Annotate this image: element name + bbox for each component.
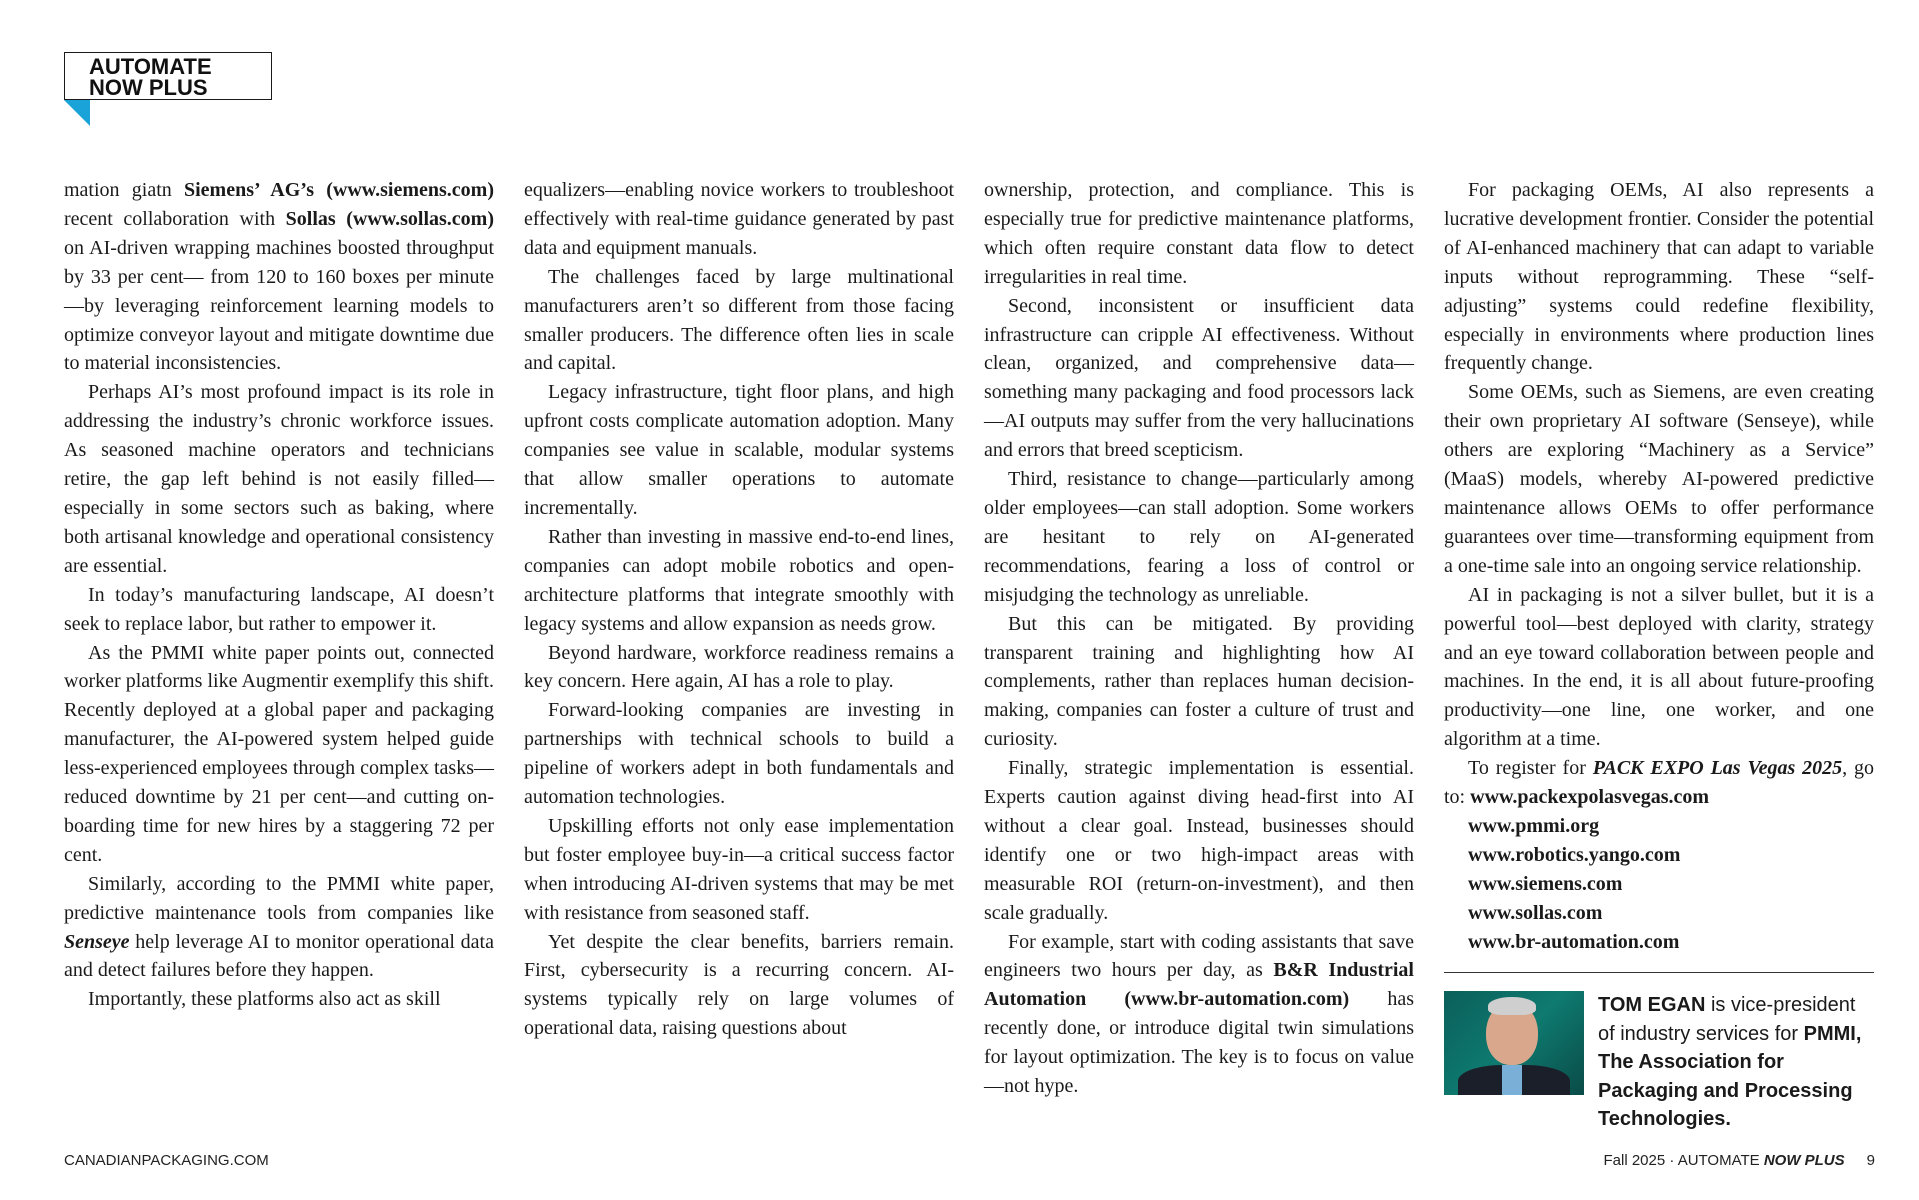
text: recent collaboration with <box>64 207 286 230</box>
paragraph: Third, resistance to change—particularly among older employees—can stall adoption. Some workers are hesitant to rely on AI-generated recommendations, fearing a loss of control or misjudging the technology as unreliable. <box>984 468 1414 606</box>
issue-brand: NOW PLUS <box>1763 1152 1845 1169</box>
text: To register for <box>1468 757 1593 780</box>
url-link[interactable]: www.pmmi.org <box>1468 814 1600 837</box>
url-link[interactable]: www.robotics.yango.com <box>1468 843 1681 866</box>
company-name: Senseye <box>64 930 130 953</box>
url-link[interactable]: www.sollas.com <box>1468 901 1603 924</box>
author-name: TOM EGAN <box>1598 994 1706 1017</box>
brand-logo-box <box>64 52 272 100</box>
text: on AI-driven wrapping machines boosted throughput by 33 per cent— from 120 to 160 boxes per minute—by leveraging reinforcement learning models to optimize conveyor layout and mitigate downtime due to material inconsistencies. <box>64 236 494 375</box>
paragraph: But this can be mitigated. By providing transparent training and highlighting how AI complements, rather than replaces human decision-making, companies can foster a culture of trust and curiosity. <box>984 612 1414 751</box>
author-bio-text <box>1598 991 1874 1134</box>
column-1 <box>64 176 494 1132</box>
url-link[interactable]: www.siemens.com <box>1468 872 1623 895</box>
paragraph: ownership, protection, and compliance. This is especially true for predictive maintenance platforms, which often require constant data flow to detect irregularities in real time. <box>984 179 1414 288</box>
url-link[interactable]: www.br-automation.com <box>1468 930 1680 953</box>
paragraph: Importantly, these platforms also act as skill <box>88 988 441 1011</box>
column-4 <box>1444 176 1874 1132</box>
paragraph: Second, inconsistent or insufficient data infrastructure can cripple AI effectiveness. Without clean, organized, and comprehensive data—something many packaging and food processors lack—AI outputs may suffer from the very hallucinations and errors that breed scepticism. <box>984 294 1414 462</box>
paragraph: Perhaps AI’s most profound impact is its role in addressing the industry’s chronic workforce issues. As seasoned machine operators and technicians retire, the gap left behind is not easily filled—especially in some sectors such as baking, where both artisanal knowledge and operational consistency are essential. <box>64 381 494 577</box>
issue-label: Fall 2025 · AUTOMATE <box>1603 1152 1764 1169</box>
article-columns <box>64 176 1874 1132</box>
paragraph: Rather than investing in massive end-to-end lines, companies can adopt mobile robotics and open-architecture platforms that integrate smoothly with legacy systems and allow expansion as needs grow. <box>524 525 954 635</box>
paragraph: equalizers—enabling novice workers to troubleshoot effectively with real-time guidance generated by past data and equipment manuals. <box>524 179 954 259</box>
company-name: Sollas (www.sollas.com) <box>285 207 494 230</box>
page-number: 9 <box>1866 1152 1875 1169</box>
paragraph: Legacy infrastructure, tight floor plans, and high upfront costs complicate automation adoption. Many companies see value in scalable, modular systems that allow smaller operations to automate incrementally. <box>524 381 954 519</box>
author-photo <box>1444 991 1584 1095</box>
paragraph <box>984 928 1414 1101</box>
text: , go to: <box>1444 757 1874 809</box>
event-name: PACK EXPO Las Vegas 2025 <box>1592 757 1843 780</box>
paragraph: Finally, strategic implementation is essential. Experts caution against diving head-first into AI without a clear goal. Instead, businesses should identify one or two high-impact areas with measurable ROI (return-on-investment), and then scale gradually. <box>984 757 1414 924</box>
company-name: Siemens’ AG’s (www.siemens.com) <box>184 179 494 201</box>
register-paragraph <box>1444 754 1874 812</box>
text: For example, start with coding assistants that save engineers two hours per day, as <box>984 930 1414 982</box>
footer-issue <box>1603 1152 1875 1169</box>
author-bio <box>1444 991 1874 1134</box>
brand-corner-accent <box>64 100 90 126</box>
paragraph: The challenges faced by large multinational manufacturers aren’t so different from those facing smaller producers. The difference often lies in scale and capital. <box>524 265 954 375</box>
text: mation giatn <box>64 179 184 201</box>
author-organization: PMMI, The Association for Packaging and Processing Technologies. <box>1598 1022 1862 1131</box>
paragraph: Yet despite the clear benefits, barriers remain. First, cybersecurity is a recurring concern. AI-systems typically rely on large volumes of operational data, raising questions about <box>524 930 954 1040</box>
paragraph <box>64 870 494 986</box>
url-link[interactable]: www.packexpolasvegas.com <box>1470 786 1710 809</box>
company-name: B&R Industrial Automation (www.br-automation.com) <box>984 959 1414 1011</box>
paragraph: Some OEMs, such as Siemens, are even creating their own proprietary AI software (Senseye), while others are exploring “Machinery as a Service” (MaaS) models, whereby AI-powered predictive maintenance allows OEMs to offer performance guarantees over time—transforming equipment from a one-time sale into an ongoing service relationship. <box>1444 381 1874 577</box>
paragraph: In today’s manufacturing landscape, AI doesn’t seek to replace labor, but rather to empower it. <box>64 583 494 635</box>
paragraph: As the PMMI white paper points out, connected worker platforms like Augmentir exemplify this shift. Recently deployed at a global paper and packaging manufacturer, the AI-powered system helped guide less-experienced employees through complex tasks—reduced downtime by 21 per cent—and cutting on-boarding time for new hires by a staggering 72 per cent. <box>64 641 494 866</box>
column-2 <box>524 176 954 1132</box>
footer-site: CANADIANPACKAGING.COM <box>64 1152 269 1169</box>
column-3 <box>984 176 1414 1132</box>
paragraph: For packaging OEMs, AI also represents a lucrative development frontier. Consider the potential of AI-enhanced machinery that can adapt to variable inputs without reprogramming. These “self-adjusting” systems could redefine flexibility, especially in environments where production lines frequently change. <box>1444 179 1874 375</box>
text: Similarly, according to the PMMI white paper, predictive maintenance tools from companies like <box>64 872 494 924</box>
brand-line-1: AUTOMATE <box>89 54 212 79</box>
paragraph: AI in packaging is not a silver bullet, but it is a powerful tool—best deployed with clarity, strategy and an eye toward collaboration between people and machines. In the end, it is all about future-proofing productivity—one line, one worker, and one algorithm at a time. <box>1444 583 1874 751</box>
text: has recently done, or introduce digital twin simulations for layout optimization. The key is to focus on value—not hype. <box>984 988 1414 1098</box>
brand-line-2: NOW PLUS <box>89 75 208 100</box>
text: is vice-president of industry services for <box>1598 994 1856 1045</box>
bio-divider <box>1444 972 1874 973</box>
paragraph: Forward-looking companies are investing in partnerships with technical schools to build a pipeline of workers adept in both fundamentals and automation technologies. <box>524 699 954 809</box>
paragraph: Upskilling efforts not only ease implementation but foster employee buy-in—a critical success factor when introducing AI-driven systems that may be met with resistance from seasoned staff. <box>524 814 954 924</box>
paragraph <box>64 176 494 378</box>
paragraph: Beyond hardware, workforce readiness remains a key concern. Here again, AI has a role to play. <box>524 641 954 693</box>
text: help leverage AI to monitor operational data and detect failures before they happen. <box>64 930 494 982</box>
